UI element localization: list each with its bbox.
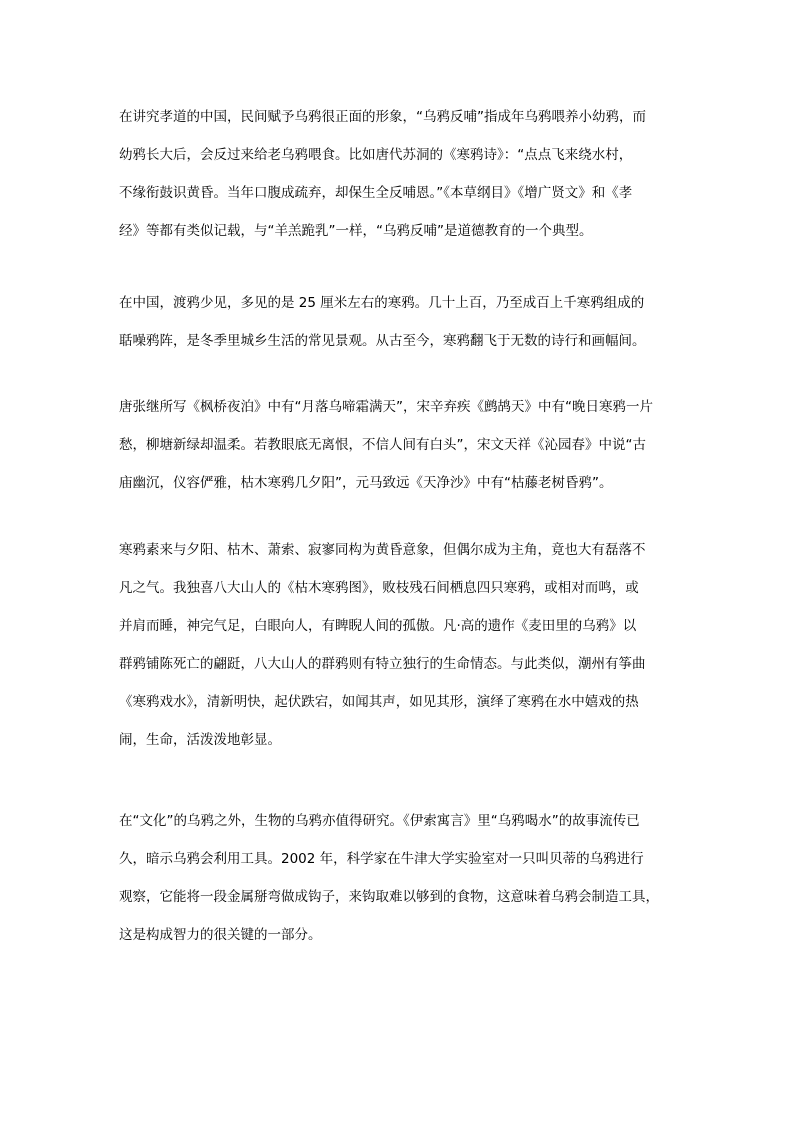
- text-line: 聒噪鸦阵，是冬季里城乡生活的常见景观。从古至今，寒鸦翻飞于无数的诗行和画幅间。: [119, 333, 646, 349]
- text-line: 幼鸦长大后，会反过来给老乌鸦喂食。比如唐代苏洞的《寒鸦诗》：“点点飞来绕水村，: [119, 147, 633, 163]
- paragraph-classical-poems: [119, 388, 679, 502]
- paragraph-art-and-music: [119, 531, 679, 759]
- text-line: 在“文化”的乌鸦之外，生物的乌鸦亦值得研究。《伊索寓言》里“乌鸦喝水”的故事流传已: [119, 813, 640, 829]
- text-line: 在讲究孝道的中国，民间赋予乌鸦很正面的形象，“乌鸦反哺”指成年乌鸦喂养小幼鸦，而: [119, 109, 646, 125]
- text-line: 不缘衔鼓识黄昏。当年口腹成疏弃，却保生全反哺恩。”《本草纲目》《增广贤文》和《孝: [119, 185, 633, 201]
- paragraph-crow-intelligence: [119, 802, 679, 954]
- text-line: 群鸦铺陈死亡的翩跹，八大山人的群鸦则有特立独行的生命情态。与此类似，潮州有筝曲: [119, 656, 646, 672]
- text-line: 凡之气。我独喜八大山人的《枯木寒鸦图》，败枝残石间栖息四只寒鸦，或相对而鸣，或: [119, 580, 639, 596]
- paragraph-filial-crow: [119, 98, 679, 250]
- text-line: 唐张继所写《枫桥夜泊》中有“月落乌啼霜满天”，宋辛弃疾《鹧鸪天》中有“晚日寒鸦一片: [119, 399, 653, 415]
- text-line: 经》等都有类似记载，与“羊羔跪乳”一样，“乌鸦反哺”是道德教育的一个典型。: [119, 223, 593, 239]
- text-line: 庙幽沉，仪容俨雅，枯木寒鸦几夕阳”，元马致远《天净沙》中有“枯藤老树昏鸦”。: [119, 475, 613, 491]
- text-line: 闹，生命，活泼泼地彰显。: [119, 732, 281, 748]
- text-line: 这是构成智力的很关键的一部分。: [119, 927, 322, 943]
- text-line: 久，暗示乌鸦会利用工具。2002 年，科学家在牛津大学实验室对一只叫贝蒂的乌鸦进行: [119, 851, 644, 867]
- paragraph-jackdaws-in-china: [119, 284, 679, 360]
- text-line: 寒鸦素来与夕阳、枯木、萧索、寂寥同构为黄昏意象，但偶尔成为主角，竟也大有磊落不: [119, 542, 646, 558]
- text-line: 观察，它能将一段金属掰弯做成钩子，来钩取难以够到的食物，这意味着乌鸦会制造工具，: [119, 889, 659, 905]
- text-line: 愁，柳塘新绿却温柔。若教眼底无离恨，不信人间有白头”，宋文天祥《沁园春》中说“古: [119, 437, 646, 453]
- text-line: 《寒鸦戏水》，清新明快，起伏跌宕，如闻其声，如见其形，演绎了寒鸦在水中嬉戏的热: [119, 694, 639, 710]
- text-line: 在中国，渡鸦少见，多见的是 25 厘米左右的寒鸦。几十上百，乃至成百上千寒鸦组成的: [119, 295, 645, 311]
- text-line: 并肩而睡，神完气足，白眼向人，有睥睨人间的孤傲。凡·高的遗作《麦田里的乌鸦》以: [119, 618, 637, 634]
